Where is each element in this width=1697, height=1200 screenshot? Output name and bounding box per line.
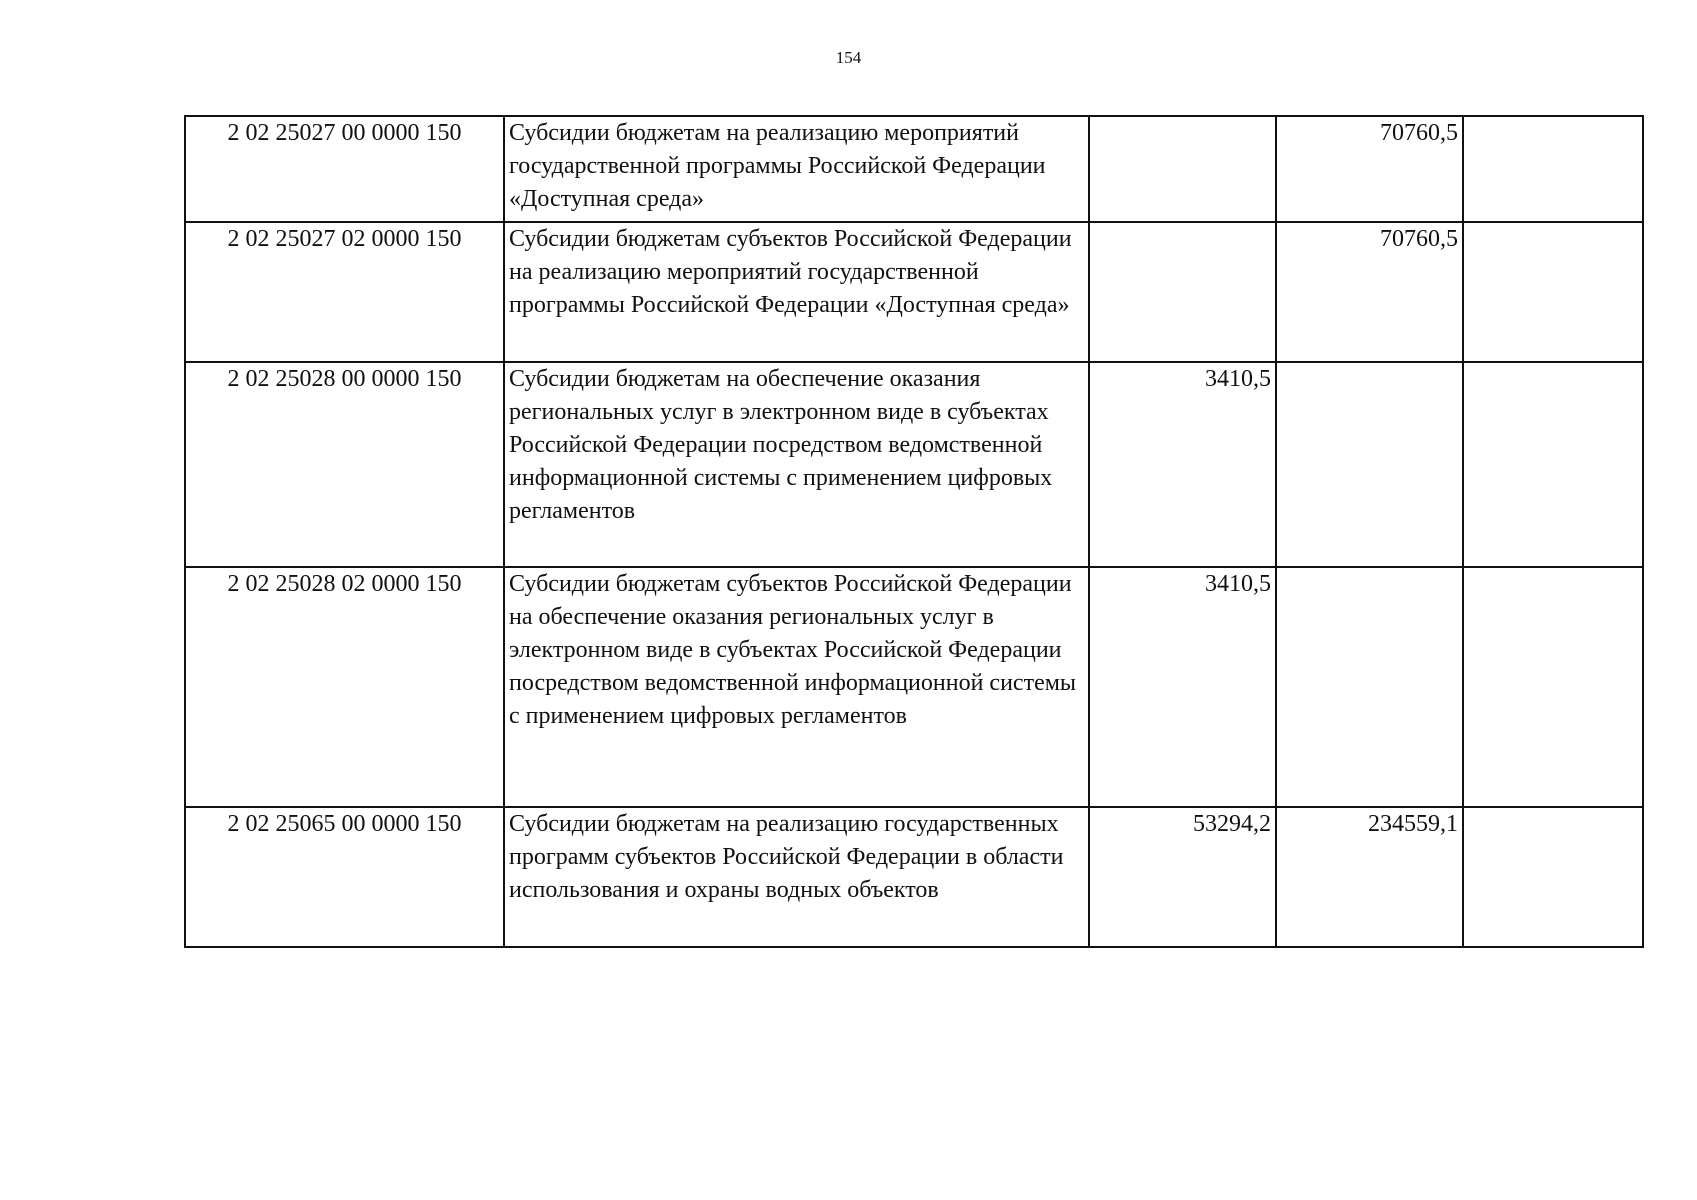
table-row <box>185 116 1643 222</box>
revenue-name-cell: Субсидии бюджетам на обеспечение оказания региональных услуг в электронном виде в субъектах Российской Федерации посредством ведомственной информационной системы с применением цифровых регламентов <box>504 362 1089 567</box>
budget-code-cell: 2 02 25027 02 0000 150 <box>185 222 504 362</box>
page-number: 154 <box>835 48 862 67</box>
amount-cell-col4: 70760,5 <box>1276 222 1463 362</box>
amount-cell-col5 <box>1463 362 1643 567</box>
budget-code-cell: 2 02 25028 02 0000 150 <box>185 567 504 807</box>
amount-cell-col3: 3410,5 <box>1089 362 1276 567</box>
amount-cell-col5 <box>1463 807 1643 947</box>
table-row <box>185 807 1643 947</box>
amount-cell-col4 <box>1276 362 1463 567</box>
budget-code-cell: 2 02 25028 00 0000 150 <box>185 362 504 567</box>
amount-cell-col3: 53294,2 <box>1089 807 1276 947</box>
table-row <box>185 222 1643 362</box>
revenue-name-cell: Субсидии бюджетам субъектов Российской Федерации на реализацию мероприятий государственной программы Российской Федерации «Доступная среда» <box>504 222 1089 362</box>
amount-cell-col3: 3410,5 <box>1089 567 1276 807</box>
revenue-name-cell: Субсидии бюджетам субъектов Российской Федерации на обеспечение оказания региональных услуг в электронном виде в субъектах Российской Федерации посредством ведомственной информационной системы с применением цифровых регламентов <box>504 567 1089 807</box>
table-row <box>185 362 1643 567</box>
budget-code-cell: 2 02 25065 00 0000 150 <box>185 807 504 947</box>
amount-cell-col4: 70760,5 <box>1276 116 1463 222</box>
amount-cell-col4: 234559,1 <box>1276 807 1463 947</box>
budget-revenue-table <box>184 115 1644 948</box>
amount-cell-col5 <box>1463 567 1643 807</box>
revenue-name-cell: Субсидии бюджетам на реализацию государственных программ субъектов Российской Федерации в области использования и охраны водных объектов <box>504 807 1089 947</box>
amount-cell-col5 <box>1463 116 1643 222</box>
revenue-name-cell: Субсидии бюджетам на реализацию мероприятий государственной программы Российской Федерации «Доступная среда» <box>504 116 1089 222</box>
amount-cell-col5 <box>1463 222 1643 362</box>
amount-cell-col4 <box>1276 567 1463 807</box>
amount-cell-col3 <box>1089 222 1276 362</box>
budget-code-cell: 2 02 25027 00 0000 150 <box>185 116 504 222</box>
amount-cell-col3 <box>1089 116 1276 222</box>
table-row <box>185 567 1643 807</box>
